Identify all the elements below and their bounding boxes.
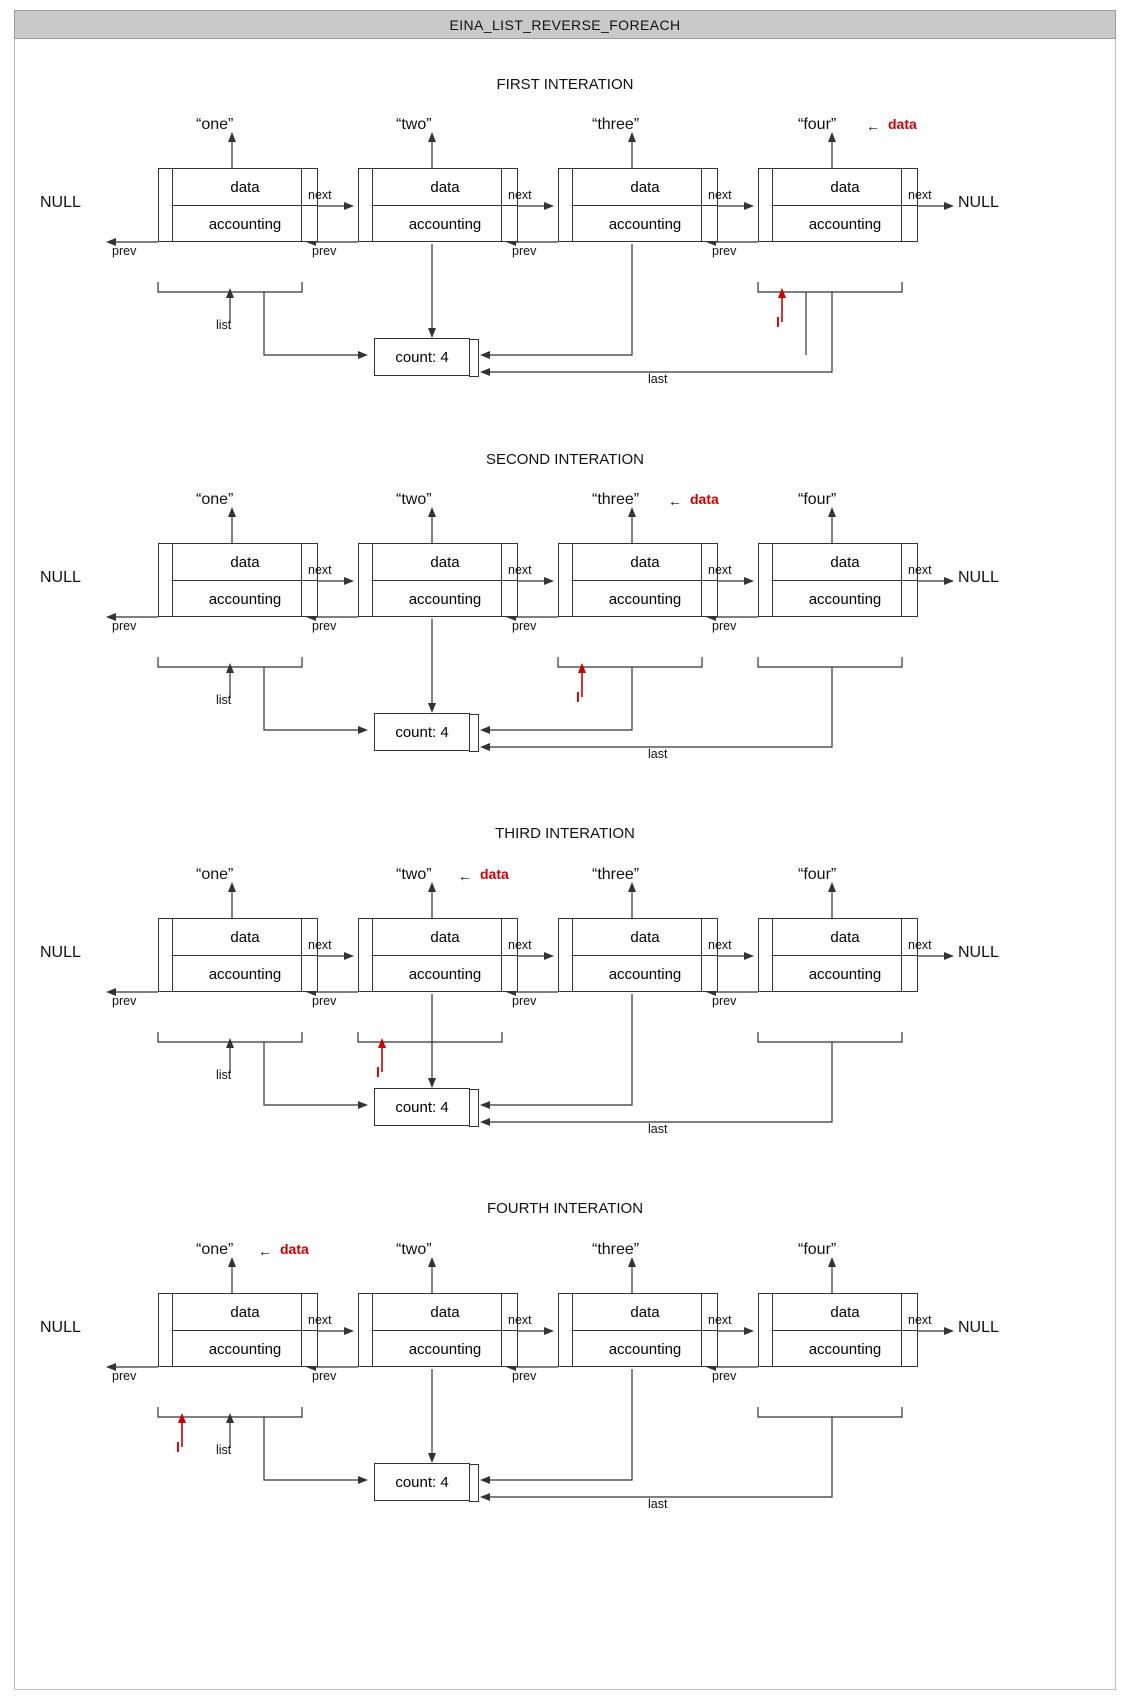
node-right-stub-2 [688,1293,702,1367]
node-left-stub-0 [158,543,172,617]
node-value-0: “one” [196,866,234,883]
next-label-0: next [308,563,332,577]
node-value-1: “two” [396,116,432,133]
node-right-stub-1 [488,168,502,242]
node-left-stub-2 [558,168,572,242]
diagram-first-iteration [0,110,1130,440]
node-right-stub-3 [888,543,902,617]
l-pointer-label-first: l [776,314,780,330]
prev-label-0: prev [112,994,137,1008]
node-left-stub-1 [358,168,372,242]
data-pointer-label-second: data [690,491,719,507]
null-head-label: NULL [40,194,81,211]
accounting-count-box-first [374,338,470,376]
prev-label-1: prev [312,994,337,1008]
count-tick [469,339,479,377]
node-accounting-cell: accounting [208,591,282,608]
prev-label-0: prev [112,619,137,633]
l-pointer-label-third: l [376,1064,380,1080]
node-accounting-cell: accounting [608,966,682,983]
node-data-cell: data [173,919,317,956]
null-tail-label: NULL [958,944,999,961]
window-titlebar [14,10,1116,39]
node-accounting-cell: accounting [408,966,482,983]
node-data-cell: data [773,919,917,956]
list-label-second: list [216,693,232,707]
section-title-second: SECOND INTERATION [485,451,645,468]
node-value-3: “four” [798,1241,837,1258]
prev-label-2: prev [512,994,537,1008]
node-accounting-cell: accounting [208,966,282,983]
list-label-first: list [216,318,232,332]
data-pointer-arrow-fourth: ← [258,1243,272,1259]
node-data-cell: data [373,919,517,956]
node-data-cell: data [773,544,917,581]
last-label-third: last [648,1122,668,1136]
node-right-stub-1 [488,918,502,992]
prev-label-1: prev [312,1369,337,1383]
node-left-stub-3 [758,1293,772,1367]
section-title-first: FIRST INTERATION [496,76,634,93]
node-right-stub-0 [288,918,302,992]
last-label-first: last [648,372,668,386]
node-right-stub-1 [488,543,502,617]
count-label: count: 4 [395,723,449,741]
node-data-cell: data [173,1294,317,1331]
null-head-label: NULL [40,1319,81,1336]
connector-lines-first [0,110,1130,440]
prev-label-0: prev [112,1369,137,1383]
node-left-stub-3 [758,543,772,617]
count-tick [469,714,479,752]
null-tail-label: NULL [958,569,999,586]
node-right-stub-2 [688,543,702,617]
node-left-stub-0 [158,1293,172,1367]
count-label: count: 4 [395,1098,449,1116]
node-data-cell: data [773,169,917,206]
next-label-1: next [508,563,532,577]
accounting-count-box-third [374,1088,470,1126]
data-pointer-arrow-third: ← [458,868,472,884]
node-accounting-cell: accounting [408,591,482,608]
next-label-3: next [908,938,932,952]
accounting-count-box-fourth [374,1463,470,1501]
next-label-0: next [308,188,332,202]
node-value-3: “four” [798,116,837,133]
list-label-third: list [216,1068,232,1082]
node-data-cell: data [173,169,317,206]
node-value-2: “three” [592,491,640,508]
next-label-2: next [708,188,732,202]
node-left-stub-2 [558,543,572,617]
node-value-0: “one” [196,1241,234,1258]
next-label-2: next [708,563,732,577]
node-accounting-cell: accounting [808,216,882,233]
count-tick [469,1089,479,1127]
node-left-stub-0 [158,918,172,992]
next-label-2: next [708,938,732,952]
node-left-stub-2 [558,918,572,992]
prev-label-2: prev [512,619,537,633]
node-right-stub-3 [888,168,902,242]
data-pointer-arrow-first: ← [866,118,880,134]
prev-label-3: prev [712,1369,737,1383]
connector-lines-third [0,860,1130,1190]
prev-label-0: prev [112,244,137,258]
window-title: EINA_LIST_REVERSE_FOREACH [449,16,681,33]
node-value-1: “two” [396,491,432,508]
next-label-1: next [508,938,532,952]
node-data-cell: data [773,1294,917,1331]
node-left-stub-0 [158,168,172,242]
prev-label-1: prev [312,619,337,633]
node-right-stub-0 [288,543,302,617]
node-right-stub-0 [288,168,302,242]
diagram-third-iteration [0,860,1130,1190]
count-label: count: 4 [395,348,449,366]
node-accounting-cell: accounting [408,216,482,233]
node-right-stub-3 [888,1293,902,1367]
next-label-3: next [908,563,932,577]
node-data-cell: data [573,919,717,956]
node-right-stub-0 [288,1293,302,1367]
node-right-stub-2 [688,918,702,992]
connector-lines-second [0,485,1130,815]
diagram-second-iteration [0,485,1130,815]
node-value-3: “four” [798,491,837,508]
next-label-0: next [308,938,332,952]
node-left-stub-1 [358,918,372,992]
list-label-fourth: list [216,1443,232,1457]
node-left-stub-2 [558,1293,572,1367]
node-value-2: “three” [592,866,640,883]
data-pointer-arrow-second: ← [668,493,682,509]
node-accounting-cell: accounting [208,1341,282,1358]
node-accounting-cell: accounting [208,216,282,233]
prev-label-3: prev [712,994,737,1008]
next-label-3: next [908,1313,932,1327]
l-pointer-label-fourth: l [176,1439,180,1455]
l-pointer-label-second: l [576,689,580,705]
null-head-label: NULL [40,569,81,586]
section-title-fourth: FOURTH INTERATION [486,1200,644,1217]
node-accounting-cell: accounting [808,1341,882,1358]
null-tail-label: NULL [958,194,999,211]
node-value-1: “two” [396,1241,432,1258]
node-value-0: “one” [196,116,234,133]
next-label-3: next [908,188,932,202]
node-value-1: “two” [396,866,432,883]
last-label-second: last [648,747,668,761]
node-accounting-cell: accounting [608,216,682,233]
prev-label-2: prev [512,1369,537,1383]
data-pointer-label-third: data [480,866,509,882]
node-value-0: “one” [196,491,234,508]
next-label-0: next [308,1313,332,1327]
node-right-stub-3 [888,918,902,992]
node-value-2: “three” [592,116,640,133]
node-accounting-cell: accounting [608,591,682,608]
last-label-fourth: last [648,1497,668,1511]
node-left-stub-1 [358,1293,372,1367]
data-pointer-label-first: data [888,116,917,132]
next-label-2: next [708,1313,732,1327]
node-data-cell: data [373,169,517,206]
node-left-stub-3 [758,918,772,992]
diagram-fourth-iteration [0,1235,1130,1565]
node-value-2: “three” [592,1241,640,1258]
accounting-count-box-second [374,713,470,751]
count-label: count: 4 [395,1473,449,1491]
next-label-1: next [508,188,532,202]
node-data-cell: data [573,169,717,206]
section-title-third: THIRD INTERATION [495,825,635,842]
node-right-stub-2 [688,168,702,242]
data-pointer-label-fourth: data [280,1241,309,1257]
node-data-cell: data [373,1294,517,1331]
prev-label-3: prev [712,619,737,633]
node-accounting-cell: accounting [608,1341,682,1358]
node-data-cell: data [173,544,317,581]
prev-label-2: prev [512,244,537,258]
node-left-stub-1 [358,543,372,617]
node-data-cell: data [373,544,517,581]
connector-lines-fourth [0,1235,1130,1565]
null-head-label: NULL [40,944,81,961]
null-tail-label: NULL [958,1319,999,1336]
prev-label-3: prev [712,244,737,258]
node-accounting-cell: accounting [808,966,882,983]
node-right-stub-1 [488,1293,502,1367]
prev-label-1: prev [312,244,337,258]
node-data-cell: data [573,1294,717,1331]
node-value-3: “four” [798,866,837,883]
node-accounting-cell: accounting [408,1341,482,1358]
node-data-cell: data [573,544,717,581]
node-left-stub-3 [758,168,772,242]
next-label-1: next [508,1313,532,1327]
node-accounting-cell: accounting [808,591,882,608]
count-tick [469,1464,479,1502]
